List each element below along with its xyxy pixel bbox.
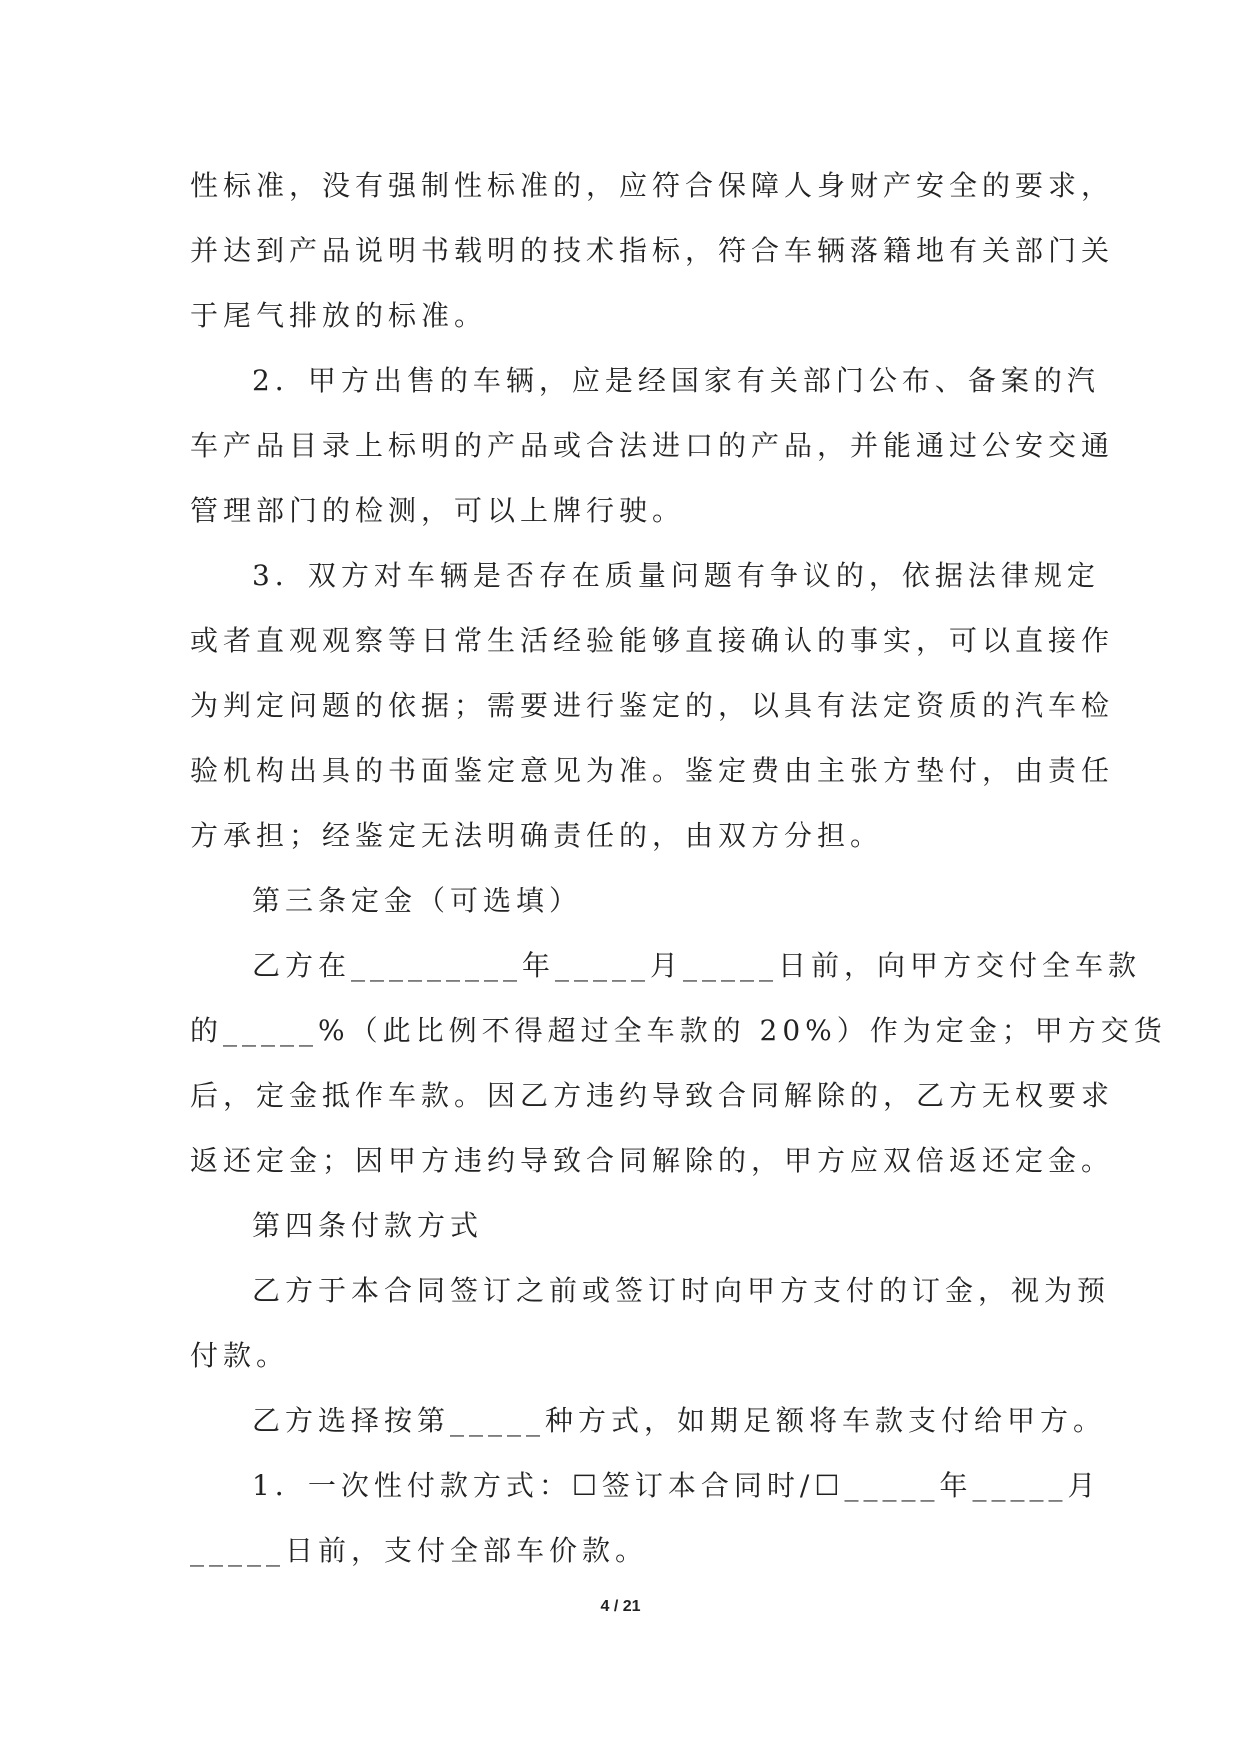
payment-method-paragraph: 乙方选择按第_____种方式，如期足额将车款支付给甲方。 <box>252 1404 1107 1437</box>
body-text-line: 为判定问题的依据；需要进行鉴定的，以具有法定资质的汽车检 <box>190 689 1115 722</box>
body-text-line: _____日前，支付全部车价款。 <box>190 1534 649 1567</box>
body-text-line: 性标准，没有强制性标准的，应符合保障人身财产安全的要求， <box>190 169 1115 202</box>
body-text-line: 管理部门的检测，可以上牌行驶。 <box>190 494 686 527</box>
body-text-line: 付款。 <box>190 1339 290 1372</box>
body-text-line: 的_____%（此比例不得超过全车款的 20%）作为定金；甲方交货 <box>190 1014 1167 1047</box>
page-number: 4 / 21 <box>600 1598 641 1615</box>
body-text-line: 车产品目录上标明的产品或合法进口的产品，并能通过公安交通 <box>190 429 1115 462</box>
article-heading-4: 第四条付款方式 <box>252 1209 484 1242</box>
deposit-paragraph: 乙方在_________年_____月_____日前，向甲方交付全车款 <box>252 949 1142 982</box>
clause-item-3: 3．双方对车辆是否存在质量问题有争议的，依据法律规定 <box>252 559 1100 592</box>
document-body <box>190 153 1167 1583</box>
body-text-line: 验机构出具的书面鉴定意见为准。鉴定费由主张方垫付，由责任 <box>190 754 1115 787</box>
body-text-line: 并达到产品说明书载明的技术指标，符合车辆落籍地有关部门关 <box>190 234 1115 267</box>
payment-option-1: 1．一次性付款方式：☐签订本合同时/☐_____年_____月 <box>252 1469 1101 1502</box>
prepayment-paragraph: 乙方于本合同签订之前或签订时向甲方支付的订金，视为预 <box>252 1274 1111 1307</box>
body-text-line: 于尾气排放的标准。 <box>190 299 488 332</box>
clause-item-2: 2．甲方出售的车辆，应是经国家有关部门公布、备案的汽 <box>252 364 1100 397</box>
body-text-line: 后，定金抵作车款。因乙方违约导致合同解除的，乙方无权要求 <box>190 1079 1115 1112</box>
body-text-line: 方承担；经鉴定无法明确责任的，由双方分担。 <box>190 819 884 852</box>
body-text-line: 或者直观观察等日常生活经验能够直接确认的事实，可以直接作 <box>190 624 1115 657</box>
body-text-line: 返还定金；因甲方违约导致合同解除的，甲方应双倍返还定金。 <box>190 1144 1115 1177</box>
article-heading-3: 第三条定金（可选填） <box>252 884 583 917</box>
